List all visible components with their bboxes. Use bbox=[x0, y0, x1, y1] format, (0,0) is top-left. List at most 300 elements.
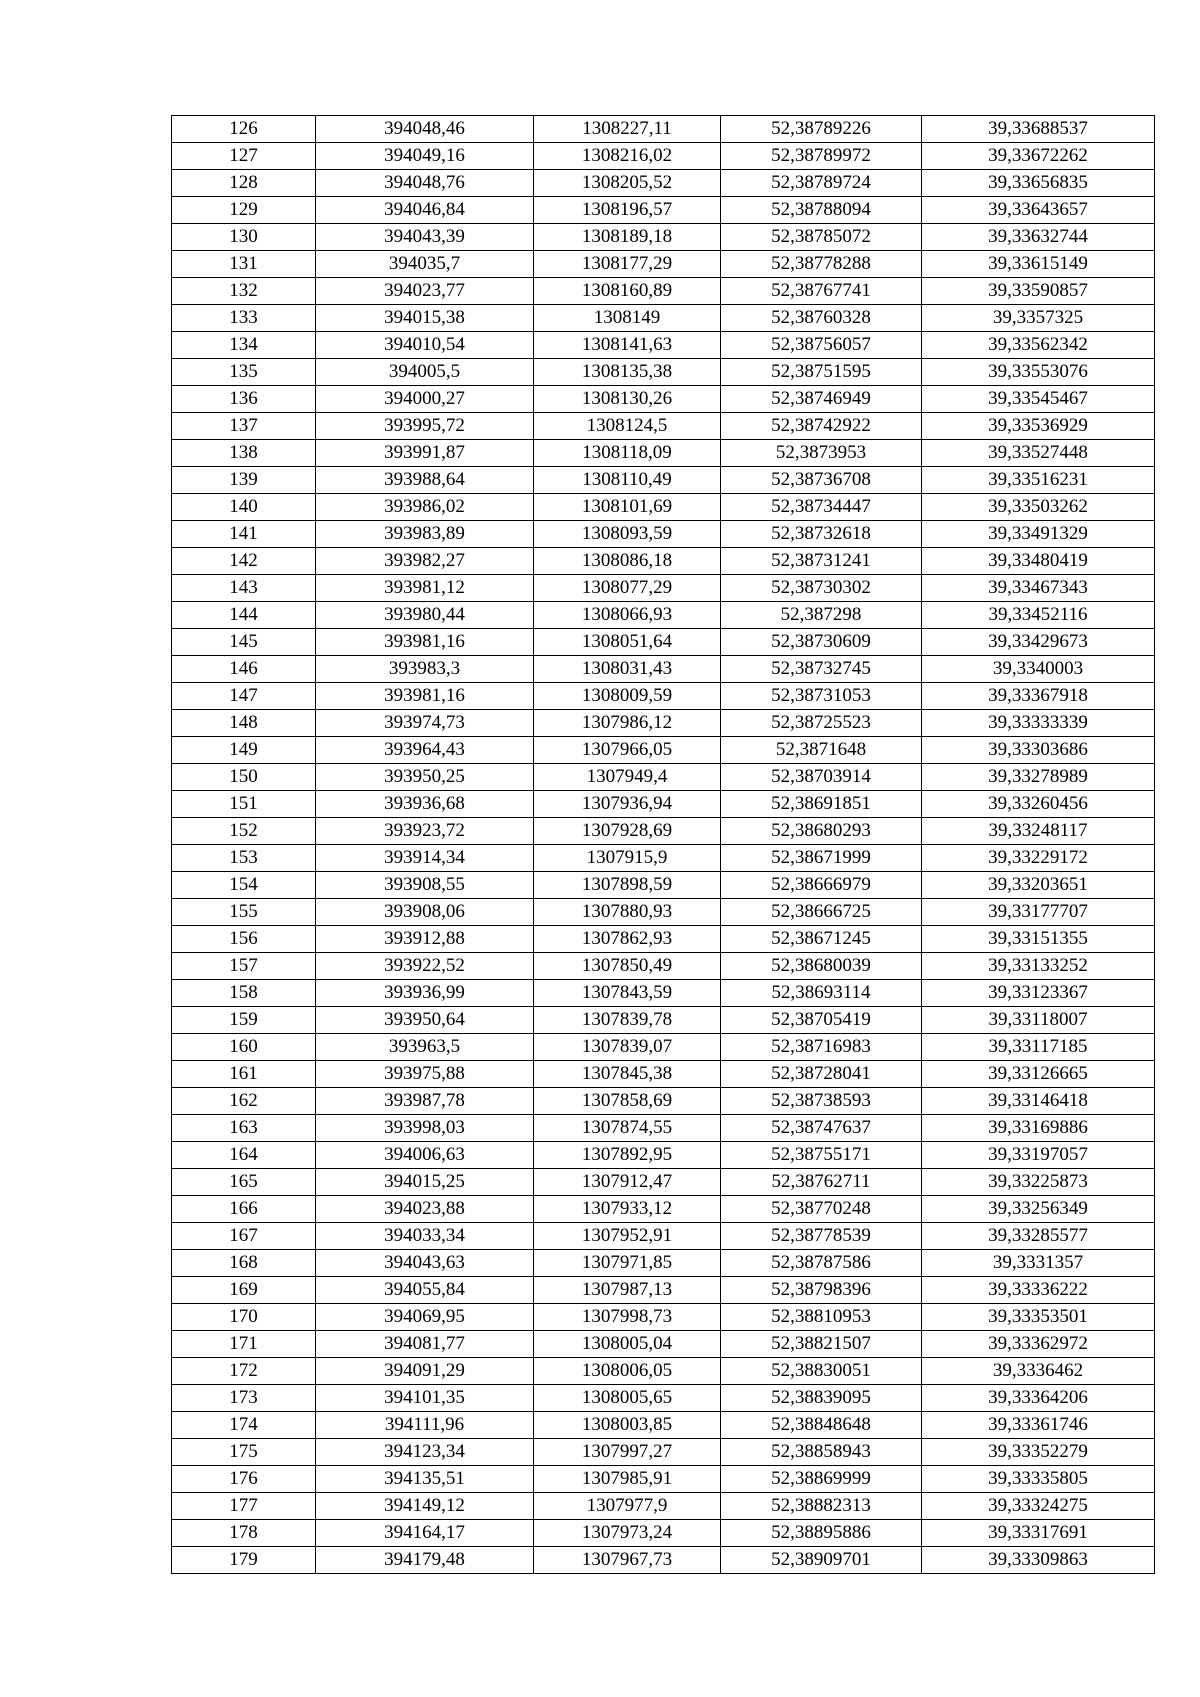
point-number-cell: 176 bbox=[172, 1466, 316, 1493]
y-coordinate-cell: 1307966,05 bbox=[534, 737, 721, 764]
table-row bbox=[172, 953, 1155, 980]
y-coordinate-cell: 1307998,73 bbox=[534, 1304, 721, 1331]
y-coordinate-cell: 1307971,85 bbox=[534, 1250, 721, 1277]
latitude-cell: 52,38778288 bbox=[721, 251, 922, 278]
latitude-cell: 52,38789724 bbox=[721, 170, 922, 197]
x-coordinate-cell: 393974,73 bbox=[316, 710, 534, 737]
longitude-cell: 39,33656835 bbox=[922, 170, 1155, 197]
table-row bbox=[172, 1142, 1155, 1169]
x-coordinate-cell: 394015,38 bbox=[316, 305, 534, 332]
y-coordinate-cell: 1307952,91 bbox=[534, 1223, 721, 1250]
longitude-cell: 39,3331357 bbox=[922, 1250, 1155, 1277]
latitude-cell: 52,38728041 bbox=[721, 1061, 922, 1088]
point-number-cell: 153 bbox=[172, 845, 316, 872]
longitude-cell: 39,33309863 bbox=[922, 1547, 1155, 1574]
latitude-cell: 52,38778539 bbox=[721, 1223, 922, 1250]
point-number-cell: 135 bbox=[172, 359, 316, 386]
y-coordinate-cell: 1308003,85 bbox=[534, 1412, 721, 1439]
longitude-cell: 39,33177707 bbox=[922, 899, 1155, 926]
latitude-cell: 52,38909701 bbox=[721, 1547, 922, 1574]
x-coordinate-cell: 394091,29 bbox=[316, 1358, 534, 1385]
point-number-cell: 141 bbox=[172, 521, 316, 548]
latitude-cell: 52,387298 bbox=[721, 602, 922, 629]
y-coordinate-cell: 1308093,59 bbox=[534, 521, 721, 548]
x-coordinate-cell: 393981,16 bbox=[316, 683, 534, 710]
point-number-cell: 165 bbox=[172, 1169, 316, 1196]
point-number-cell: 129 bbox=[172, 197, 316, 224]
y-coordinate-cell: 1307997,27 bbox=[534, 1439, 721, 1466]
table-row bbox=[172, 764, 1155, 791]
point-number-cell: 136 bbox=[172, 386, 316, 413]
x-coordinate-cell: 393950,25 bbox=[316, 764, 534, 791]
latitude-cell: 52,38848648 bbox=[721, 1412, 922, 1439]
longitude-cell: 39,33169886 bbox=[922, 1115, 1155, 1142]
latitude-cell: 52,38751595 bbox=[721, 359, 922, 386]
point-number-cell: 127 bbox=[172, 143, 316, 170]
table-row bbox=[172, 251, 1155, 278]
longitude-cell: 39,33335805 bbox=[922, 1466, 1155, 1493]
table-row bbox=[172, 1007, 1155, 1034]
y-coordinate-cell: 1308177,29 bbox=[534, 251, 721, 278]
longitude-cell: 39,33151355 bbox=[922, 926, 1155, 953]
latitude-cell: 52,38680293 bbox=[721, 818, 922, 845]
x-coordinate-cell: 394010,54 bbox=[316, 332, 534, 359]
table-row bbox=[172, 1169, 1155, 1196]
table-row bbox=[172, 629, 1155, 656]
longitude-cell: 39,33248117 bbox=[922, 818, 1155, 845]
point-number-cell: 175 bbox=[172, 1439, 316, 1466]
table-row bbox=[172, 980, 1155, 1007]
y-coordinate-cell: 1307928,69 bbox=[534, 818, 721, 845]
longitude-cell: 39,33615149 bbox=[922, 251, 1155, 278]
x-coordinate-cell: 394055,84 bbox=[316, 1277, 534, 1304]
table-row bbox=[172, 494, 1155, 521]
longitude-cell: 39,33203651 bbox=[922, 872, 1155, 899]
y-coordinate-cell: 1307986,12 bbox=[534, 710, 721, 737]
x-coordinate-cell: 394081,77 bbox=[316, 1331, 534, 1358]
longitude-cell: 39,33352279 bbox=[922, 1439, 1155, 1466]
x-coordinate-cell: 394123,34 bbox=[316, 1439, 534, 1466]
longitude-cell: 39,33353501 bbox=[922, 1304, 1155, 1331]
y-coordinate-cell: 1308196,57 bbox=[534, 197, 721, 224]
x-coordinate-cell: 394069,95 bbox=[316, 1304, 534, 1331]
point-number-cell: 160 bbox=[172, 1034, 316, 1061]
point-number-cell: 162 bbox=[172, 1088, 316, 1115]
point-number-cell: 170 bbox=[172, 1304, 316, 1331]
x-coordinate-cell: 394048,76 bbox=[316, 170, 534, 197]
y-coordinate-cell: 1308149 bbox=[534, 305, 721, 332]
point-number-cell: 150 bbox=[172, 764, 316, 791]
y-coordinate-cell: 1307843,59 bbox=[534, 980, 721, 1007]
longitude-cell: 39,33562342 bbox=[922, 332, 1155, 359]
table-row bbox=[172, 143, 1155, 170]
y-coordinate-cell: 1307862,93 bbox=[534, 926, 721, 953]
table-row bbox=[172, 1412, 1155, 1439]
longitude-cell: 39,33480419 bbox=[922, 548, 1155, 575]
point-number-cell: 163 bbox=[172, 1115, 316, 1142]
table-row bbox=[172, 413, 1155, 440]
point-number-cell: 126 bbox=[172, 116, 316, 143]
table-row bbox=[172, 386, 1155, 413]
y-coordinate-cell: 1307874,55 bbox=[534, 1115, 721, 1142]
point-number-cell: 138 bbox=[172, 440, 316, 467]
table-row bbox=[172, 1439, 1155, 1466]
x-coordinate-cell: 394023,88 bbox=[316, 1196, 534, 1223]
longitude-cell: 39,33452116 bbox=[922, 602, 1155, 629]
x-coordinate-cell: 394111,96 bbox=[316, 1412, 534, 1439]
x-coordinate-cell: 393950,64 bbox=[316, 1007, 534, 1034]
y-coordinate-cell: 1307973,24 bbox=[534, 1520, 721, 1547]
table-row bbox=[172, 1277, 1155, 1304]
x-coordinate-cell: 394023,77 bbox=[316, 278, 534, 305]
y-coordinate-cell: 1307912,47 bbox=[534, 1169, 721, 1196]
point-number-cell: 146 bbox=[172, 656, 316, 683]
point-number-cell: 171 bbox=[172, 1331, 316, 1358]
table-row bbox=[172, 602, 1155, 629]
table-row bbox=[172, 1358, 1155, 1385]
table-row bbox=[172, 116, 1155, 143]
longitude-cell: 39,33367918 bbox=[922, 683, 1155, 710]
latitude-cell: 52,38691851 bbox=[721, 791, 922, 818]
latitude-cell: 52,38770248 bbox=[721, 1196, 922, 1223]
y-coordinate-cell: 1307985,91 bbox=[534, 1466, 721, 1493]
longitude-cell: 39,33467343 bbox=[922, 575, 1155, 602]
longitude-cell: 39,33229172 bbox=[922, 845, 1155, 872]
table-row bbox=[172, 737, 1155, 764]
longitude-cell: 39,33527448 bbox=[922, 440, 1155, 467]
longitude-cell: 39,33256349 bbox=[922, 1196, 1155, 1223]
longitude-cell: 39,33133252 bbox=[922, 953, 1155, 980]
table-row bbox=[172, 926, 1155, 953]
point-number-cell: 143 bbox=[172, 575, 316, 602]
table-row bbox=[172, 656, 1155, 683]
x-coordinate-cell: 393981,12 bbox=[316, 575, 534, 602]
latitude-cell: 52,38736708 bbox=[721, 467, 922, 494]
y-coordinate-cell: 1307850,49 bbox=[534, 953, 721, 980]
point-number-cell: 161 bbox=[172, 1061, 316, 1088]
x-coordinate-cell: 393995,72 bbox=[316, 413, 534, 440]
latitude-cell: 52,38882313 bbox=[721, 1493, 922, 1520]
point-number-cell: 128 bbox=[172, 170, 316, 197]
longitude-cell: 39,3340003 bbox=[922, 656, 1155, 683]
y-coordinate-cell: 1307967,73 bbox=[534, 1547, 721, 1574]
longitude-cell: 39,33536929 bbox=[922, 413, 1155, 440]
point-number-cell: 157 bbox=[172, 953, 316, 980]
x-coordinate-cell: 393936,99 bbox=[316, 980, 534, 1007]
table-row bbox=[172, 197, 1155, 224]
x-coordinate-cell: 393963,5 bbox=[316, 1034, 534, 1061]
table-row bbox=[172, 899, 1155, 926]
point-number-cell: 137 bbox=[172, 413, 316, 440]
table-row bbox=[172, 1223, 1155, 1250]
latitude-cell: 52,38839095 bbox=[721, 1385, 922, 1412]
longitude-cell: 39,33225873 bbox=[922, 1169, 1155, 1196]
y-coordinate-cell: 1307839,78 bbox=[534, 1007, 721, 1034]
x-coordinate-cell: 393987,78 bbox=[316, 1088, 534, 1115]
longitude-cell: 39,33672262 bbox=[922, 143, 1155, 170]
point-number-cell: 131 bbox=[172, 251, 316, 278]
longitude-cell: 39,33285577 bbox=[922, 1223, 1155, 1250]
longitude-cell: 39,33491329 bbox=[922, 521, 1155, 548]
table-row bbox=[172, 1088, 1155, 1115]
table-row bbox=[172, 1493, 1155, 1520]
y-coordinate-cell: 1308009,59 bbox=[534, 683, 721, 710]
latitude-cell: 52,38680039 bbox=[721, 953, 922, 980]
table-row bbox=[172, 224, 1155, 251]
x-coordinate-cell: 393980,44 bbox=[316, 602, 534, 629]
longitude-cell: 39,33146418 bbox=[922, 1088, 1155, 1115]
x-coordinate-cell: 394015,25 bbox=[316, 1169, 534, 1196]
longitude-cell: 39,33516231 bbox=[922, 467, 1155, 494]
latitude-cell: 52,38798396 bbox=[721, 1277, 922, 1304]
point-number-cell: 173 bbox=[172, 1385, 316, 1412]
latitude-cell: 52,38732618 bbox=[721, 521, 922, 548]
point-number-cell: 172 bbox=[172, 1358, 316, 1385]
x-coordinate-cell: 393936,68 bbox=[316, 791, 534, 818]
longitude-cell: 39,33317691 bbox=[922, 1520, 1155, 1547]
longitude-cell: 39,33336222 bbox=[922, 1277, 1155, 1304]
latitude-cell: 52,38821507 bbox=[721, 1331, 922, 1358]
longitude-cell: 39,33117185 bbox=[922, 1034, 1155, 1061]
longitude-cell: 39,33590857 bbox=[922, 278, 1155, 305]
table-row bbox=[172, 548, 1155, 575]
latitude-cell: 52,38738593 bbox=[721, 1088, 922, 1115]
latitude-cell: 52,38705419 bbox=[721, 1007, 922, 1034]
point-number-cell: 179 bbox=[172, 1547, 316, 1574]
y-coordinate-cell: 1307892,95 bbox=[534, 1142, 721, 1169]
y-coordinate-cell: 1307858,69 bbox=[534, 1088, 721, 1115]
x-coordinate-cell: 394149,12 bbox=[316, 1493, 534, 1520]
longitude-cell: 39,33429673 bbox=[922, 629, 1155, 656]
y-coordinate-cell: 1308130,26 bbox=[534, 386, 721, 413]
x-coordinate-cell: 394135,51 bbox=[316, 1466, 534, 1493]
latitude-cell: 52,38756057 bbox=[721, 332, 922, 359]
point-number-cell: 166 bbox=[172, 1196, 316, 1223]
latitude-cell: 52,38747637 bbox=[721, 1115, 922, 1142]
longitude-cell: 39,33118007 bbox=[922, 1007, 1155, 1034]
x-coordinate-cell: 393981,16 bbox=[316, 629, 534, 656]
longitude-cell: 39,33688537 bbox=[922, 116, 1155, 143]
x-coordinate-cell: 394035,7 bbox=[316, 251, 534, 278]
table-row bbox=[172, 710, 1155, 737]
table-row bbox=[172, 1466, 1155, 1493]
y-coordinate-cell: 1308124,5 bbox=[534, 413, 721, 440]
x-coordinate-cell: 394005,5 bbox=[316, 359, 534, 386]
latitude-cell: 52,38671245 bbox=[721, 926, 922, 953]
point-number-cell: 164 bbox=[172, 1142, 316, 1169]
x-coordinate-cell: 394046,84 bbox=[316, 197, 534, 224]
latitude-cell: 52,38788094 bbox=[721, 197, 922, 224]
x-coordinate-cell: 393983,89 bbox=[316, 521, 534, 548]
longitude-cell: 39,33324275 bbox=[922, 1493, 1155, 1520]
latitude-cell: 52,38830051 bbox=[721, 1358, 922, 1385]
y-coordinate-cell: 1308086,18 bbox=[534, 548, 721, 575]
point-number-cell: 177 bbox=[172, 1493, 316, 1520]
y-coordinate-cell: 1308189,18 bbox=[534, 224, 721, 251]
y-coordinate-cell: 1307915,9 bbox=[534, 845, 721, 872]
point-number-cell: 147 bbox=[172, 683, 316, 710]
longitude-cell: 39,33260456 bbox=[922, 791, 1155, 818]
x-coordinate-cell: 393964,43 bbox=[316, 737, 534, 764]
y-coordinate-cell: 1307933,12 bbox=[534, 1196, 721, 1223]
table-row bbox=[172, 1520, 1155, 1547]
latitude-cell: 52,38869999 bbox=[721, 1466, 922, 1493]
y-coordinate-cell: 1308006,05 bbox=[534, 1358, 721, 1385]
latitude-cell: 52,38725523 bbox=[721, 710, 922, 737]
y-coordinate-cell: 1308227,11 bbox=[534, 116, 721, 143]
table-row bbox=[172, 1331, 1155, 1358]
point-number-cell: 142 bbox=[172, 548, 316, 575]
y-coordinate-cell: 1307845,38 bbox=[534, 1061, 721, 1088]
latitude-cell: 52,38671999 bbox=[721, 845, 922, 872]
y-coordinate-cell: 1308141,63 bbox=[534, 332, 721, 359]
x-coordinate-cell: 393983,3 bbox=[316, 656, 534, 683]
longitude-cell: 39,33503262 bbox=[922, 494, 1155, 521]
x-coordinate-cell: 393923,72 bbox=[316, 818, 534, 845]
latitude-cell: 52,38895886 bbox=[721, 1520, 922, 1547]
latitude-cell: 52,38732745 bbox=[721, 656, 922, 683]
point-number-cell: 174 bbox=[172, 1412, 316, 1439]
table-row bbox=[172, 845, 1155, 872]
point-number-cell: 134 bbox=[172, 332, 316, 359]
x-coordinate-cell: 393908,55 bbox=[316, 872, 534, 899]
table-row bbox=[172, 683, 1155, 710]
latitude-cell: 52,38716983 bbox=[721, 1034, 922, 1061]
table-row bbox=[172, 305, 1155, 332]
x-coordinate-cell: 394164,17 bbox=[316, 1520, 534, 1547]
longitude-cell: 39,33361746 bbox=[922, 1412, 1155, 1439]
coordinates-table-body bbox=[172, 116, 1155, 1574]
y-coordinate-cell: 1307898,59 bbox=[534, 872, 721, 899]
longitude-cell: 39,33197057 bbox=[922, 1142, 1155, 1169]
x-coordinate-cell: 393988,64 bbox=[316, 467, 534, 494]
latitude-cell: 52,3871648 bbox=[721, 737, 922, 764]
table-row bbox=[172, 1034, 1155, 1061]
latitude-cell: 52,38734447 bbox=[721, 494, 922, 521]
y-coordinate-cell: 1308118,09 bbox=[534, 440, 721, 467]
y-coordinate-cell: 1307987,13 bbox=[534, 1277, 721, 1304]
latitude-cell: 52,38789972 bbox=[721, 143, 922, 170]
table-row bbox=[172, 1196, 1155, 1223]
longitude-cell: 39,33632744 bbox=[922, 224, 1155, 251]
x-coordinate-cell: 393908,06 bbox=[316, 899, 534, 926]
latitude-cell: 52,38746949 bbox=[721, 386, 922, 413]
x-coordinate-cell: 393912,88 bbox=[316, 926, 534, 953]
y-coordinate-cell: 1308101,69 bbox=[534, 494, 721, 521]
point-number-cell: 159 bbox=[172, 1007, 316, 1034]
point-number-cell: 140 bbox=[172, 494, 316, 521]
y-coordinate-cell: 1308077,29 bbox=[534, 575, 721, 602]
latitude-cell: 52,38666725 bbox=[721, 899, 922, 926]
table-row bbox=[172, 1115, 1155, 1142]
longitude-cell: 39,33333339 bbox=[922, 710, 1155, 737]
longitude-cell: 39,33643657 bbox=[922, 197, 1155, 224]
x-coordinate-cell: 394048,46 bbox=[316, 116, 534, 143]
table-row bbox=[172, 359, 1155, 386]
latitude-cell: 52,38760328 bbox=[721, 305, 922, 332]
table-row bbox=[172, 1304, 1155, 1331]
latitude-cell: 52,38693114 bbox=[721, 980, 922, 1007]
latitude-cell: 52,38810953 bbox=[721, 1304, 922, 1331]
x-coordinate-cell: 393986,02 bbox=[316, 494, 534, 521]
table-row bbox=[172, 1547, 1155, 1574]
point-number-cell: 154 bbox=[172, 872, 316, 899]
table-row bbox=[172, 1385, 1155, 1412]
table-row bbox=[172, 1061, 1155, 1088]
table-row bbox=[172, 818, 1155, 845]
y-coordinate-cell: 1307839,07 bbox=[534, 1034, 721, 1061]
latitude-cell: 52,38730609 bbox=[721, 629, 922, 656]
point-number-cell: 139 bbox=[172, 467, 316, 494]
table-row bbox=[172, 575, 1155, 602]
latitude-cell: 52,38762711 bbox=[721, 1169, 922, 1196]
latitude-cell: 52,38731053 bbox=[721, 683, 922, 710]
longitude-cell: 39,33362972 bbox=[922, 1331, 1155, 1358]
y-coordinate-cell: 1307880,93 bbox=[534, 899, 721, 926]
longitude-cell: 39,33553076 bbox=[922, 359, 1155, 386]
x-coordinate-cell: 393982,27 bbox=[316, 548, 534, 575]
point-number-cell: 152 bbox=[172, 818, 316, 845]
y-coordinate-cell: 1308031,43 bbox=[534, 656, 721, 683]
point-number-cell: 132 bbox=[172, 278, 316, 305]
point-number-cell: 178 bbox=[172, 1520, 316, 1547]
table-row bbox=[172, 332, 1155, 359]
table-row bbox=[172, 521, 1155, 548]
x-coordinate-cell: 394179,48 bbox=[316, 1547, 534, 1574]
point-number-cell: 149 bbox=[172, 737, 316, 764]
y-coordinate-cell: 1308051,64 bbox=[534, 629, 721, 656]
latitude-cell: 52,3873953 bbox=[721, 440, 922, 467]
point-number-cell: 168 bbox=[172, 1250, 316, 1277]
y-coordinate-cell: 1307936,94 bbox=[534, 791, 721, 818]
y-coordinate-cell: 1308216,02 bbox=[534, 143, 721, 170]
x-coordinate-cell: 393991,87 bbox=[316, 440, 534, 467]
point-number-cell: 156 bbox=[172, 926, 316, 953]
y-coordinate-cell: 1308205,52 bbox=[534, 170, 721, 197]
point-number-cell: 130 bbox=[172, 224, 316, 251]
point-number-cell: 167 bbox=[172, 1223, 316, 1250]
x-coordinate-cell: 394000,27 bbox=[316, 386, 534, 413]
latitude-cell: 52,38703914 bbox=[721, 764, 922, 791]
longitude-cell: 39,33545467 bbox=[922, 386, 1155, 413]
latitude-cell: 52,38785072 bbox=[721, 224, 922, 251]
x-coordinate-cell: 393914,34 bbox=[316, 845, 534, 872]
y-coordinate-cell: 1308135,38 bbox=[534, 359, 721, 386]
x-coordinate-cell: 393975,88 bbox=[316, 1061, 534, 1088]
x-coordinate-cell: 394101,35 bbox=[316, 1385, 534, 1412]
point-number-cell: 145 bbox=[172, 629, 316, 656]
point-number-cell: 133 bbox=[172, 305, 316, 332]
latitude-cell: 52,38666979 bbox=[721, 872, 922, 899]
latitude-cell: 52,38755171 bbox=[721, 1142, 922, 1169]
x-coordinate-cell: 394049,16 bbox=[316, 143, 534, 170]
y-coordinate-cell: 1308160,89 bbox=[534, 278, 721, 305]
longitude-cell: 39,3357325 bbox=[922, 305, 1155, 332]
y-coordinate-cell: 1308005,65 bbox=[534, 1385, 721, 1412]
latitude-cell: 52,38730302 bbox=[721, 575, 922, 602]
table-row bbox=[172, 1250, 1155, 1277]
table-row bbox=[172, 170, 1155, 197]
x-coordinate-cell: 393998,03 bbox=[316, 1115, 534, 1142]
coordinates-table bbox=[171, 115, 1155, 1574]
point-number-cell: 169 bbox=[172, 1277, 316, 1304]
y-coordinate-cell: 1308066,93 bbox=[534, 602, 721, 629]
table-row bbox=[172, 872, 1155, 899]
y-coordinate-cell: 1308005,04 bbox=[534, 1331, 721, 1358]
longitude-cell: 39,33278989 bbox=[922, 764, 1155, 791]
y-coordinate-cell: 1307949,4 bbox=[534, 764, 721, 791]
latitude-cell: 52,38742922 bbox=[721, 413, 922, 440]
